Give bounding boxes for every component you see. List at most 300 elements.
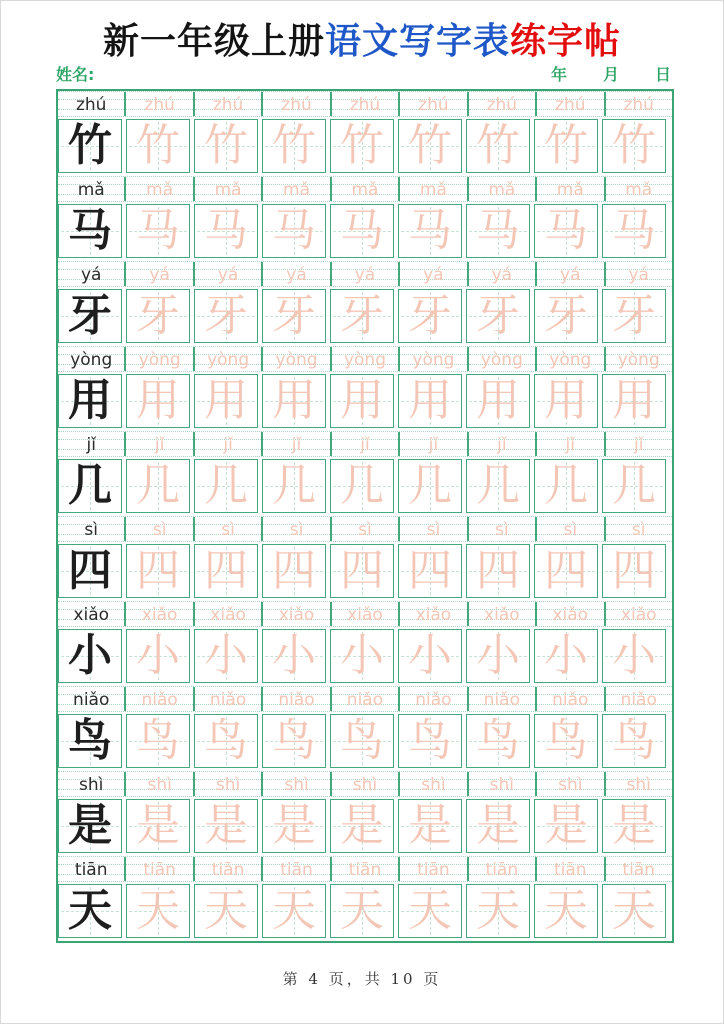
char-trace-cell — [534, 204, 598, 258]
char-row — [58, 119, 672, 173]
char-model-cell — [58, 544, 122, 598]
pinyin-trace-cell — [194, 857, 262, 881]
character-text: 是 — [136, 800, 180, 851]
character-text: 鸟 — [408, 715, 452, 766]
character-text: 小 — [408, 630, 452, 681]
character-text: 马 — [204, 205, 248, 256]
pinyin-text: xiǎo — [620, 604, 657, 625]
pinyin-text: jǐ — [497, 434, 507, 455]
char-trace-cell — [602, 289, 666, 343]
character-text: 几 — [136, 460, 180, 511]
character-text: 竹 — [340, 120, 384, 171]
char-trace-cell — [466, 884, 530, 938]
pinyin-trace-cell — [194, 347, 262, 371]
pinyin-text: zhú — [486, 94, 518, 115]
pinyin-text: yá — [354, 264, 376, 285]
char-trace-cell — [602, 204, 666, 258]
character-text: 鸟 — [204, 715, 248, 766]
pinyin-trace-cell — [399, 772, 467, 796]
pinyin-text: niǎo — [73, 689, 110, 710]
page-title — [1, 13, 723, 64]
char-trace-cell — [262, 374, 326, 428]
pinyin-trace-cell — [605, 92, 672, 116]
character-text: 是 — [476, 800, 520, 851]
char-trace-cell — [126, 204, 190, 258]
character-text: 牙 — [340, 290, 384, 341]
pinyin-row — [58, 261, 672, 287]
pinyin-trace-cell — [331, 517, 399, 541]
char-trace-cell — [194, 544, 258, 598]
char-model-cell — [58, 799, 122, 853]
pinyin-model-cell — [58, 687, 125, 711]
pinyin-trace-cell — [605, 347, 672, 371]
character-text: 用 — [544, 375, 588, 426]
pinyin-text: xiǎo — [141, 604, 178, 625]
pinyin-text: yá — [423, 264, 444, 285]
pinyin-trace-cell — [468, 262, 536, 286]
pinyin-text: shì — [79, 774, 104, 795]
char-model-cell — [58, 374, 122, 428]
char-model-cell — [58, 204, 122, 258]
char-trace-cell — [602, 799, 666, 853]
pinyin-text: zhú — [349, 94, 381, 115]
char-trace-cell — [126, 884, 190, 938]
pinyin-text: sì — [495, 519, 509, 540]
pinyin-text: mǎ — [77, 179, 105, 200]
pinyin-text: yòng — [412, 349, 455, 370]
page-number: 第 4 页，共 10 页 — [282, 970, 442, 988]
character-text: 是 — [340, 800, 384, 851]
pinyin-trace-cell — [125, 262, 193, 286]
char-trace-cell — [330, 799, 394, 853]
pinyin-row — [58, 771, 672, 797]
pinyin-text: zhú — [555, 94, 586, 115]
character-text: 四 — [136, 545, 180, 596]
pinyin-row — [58, 856, 672, 882]
character-text: 牙 — [272, 290, 316, 341]
title-copybook-segment: 练字帖 — [510, 20, 622, 62]
character-text: 马 — [136, 205, 180, 256]
pinyin-text: zhú — [75, 94, 107, 115]
char-trace-cell — [194, 799, 258, 853]
char-trace-cell — [466, 544, 530, 598]
pinyin-text: zhú — [212, 94, 244, 115]
pinyin-text: niǎo — [209, 689, 247, 710]
character-text: 四 — [476, 545, 520, 596]
char-trace-cell — [466, 119, 530, 173]
character-text: 牙 — [612, 290, 656, 341]
pinyin-model-cell — [58, 602, 125, 626]
character-text: 小 — [476, 630, 520, 681]
pinyin-trace-cell — [536, 857, 604, 881]
char-row — [58, 204, 672, 258]
character-text: 牙 — [476, 290, 520, 341]
pinyin-text: mǎ — [419, 179, 447, 200]
char-model-cell — [58, 459, 122, 513]
character-text: 小 — [136, 630, 180, 681]
pinyin-text: jǐ — [565, 434, 575, 455]
pinyin-trace-cell — [262, 347, 330, 371]
character-text: 小 — [272, 630, 316, 681]
pinyin-text: tiān — [143, 859, 176, 880]
pinyin-text: yòng — [480, 349, 523, 370]
pinyin-text: yòng — [617, 349, 660, 370]
char-trace-cell — [194, 374, 258, 428]
name-date-header — [56, 62, 671, 85]
character-text: 是 — [544, 800, 588, 851]
character-text: 四 — [340, 545, 384, 596]
pinyin-text: jǐ — [223, 434, 233, 455]
pinyin-text: yòng — [70, 349, 113, 370]
character-text: 竹 — [612, 120, 656, 171]
pinyin-text: zhú — [144, 94, 175, 115]
char-trace-cell — [262, 884, 326, 938]
pinyin-trace-cell — [194, 177, 262, 201]
pinyin-trace-cell — [605, 177, 672, 201]
character-text: 竹 — [272, 120, 316, 171]
character-text: 用 — [204, 375, 248, 426]
pinyin-text: sì — [358, 519, 372, 540]
pinyin-trace-cell — [125, 177, 193, 201]
char-trace-cell — [262, 799, 326, 853]
pinyin-trace-cell — [536, 602, 604, 626]
char-row — [58, 629, 672, 683]
char-trace-cell — [330, 289, 394, 343]
pinyin-text: shì — [352, 774, 378, 795]
char-trace-cell — [330, 119, 394, 173]
char-trace-cell — [602, 884, 666, 938]
char-trace-cell — [330, 204, 394, 258]
pinyin-trace-cell — [536, 687, 604, 711]
char-trace-cell — [534, 884, 598, 938]
pinyin-text: xiǎo — [210, 604, 246, 625]
pinyin-row — [58, 346, 672, 372]
pinyin-model-cell — [58, 92, 125, 116]
char-trace-cell — [602, 714, 666, 768]
character-text: 鸟 — [612, 715, 656, 766]
pinyin-trace-cell — [125, 517, 193, 541]
pinyin-trace-cell — [536, 432, 604, 456]
character-text: 天 — [612, 885, 656, 936]
character-text: 是 — [272, 800, 316, 851]
character-text: 用 — [408, 375, 452, 426]
pinyin-trace-cell — [399, 177, 467, 201]
char-trace-cell — [398, 119, 462, 173]
pinyin-model-cell — [58, 177, 125, 201]
pinyin-row — [58, 601, 672, 627]
pinyin-text: niǎo — [415, 689, 452, 710]
pinyin-text: xiǎo — [347, 604, 383, 625]
char-trace-cell — [330, 884, 394, 938]
pinyin-text: mǎ — [351, 179, 379, 200]
pinyin-text: sì — [563, 519, 578, 540]
pinyin-trace-cell — [468, 857, 536, 881]
pinyin-text: shì — [558, 774, 583, 795]
pinyin-text: xiǎo — [73, 604, 110, 625]
char-trace-cell — [398, 799, 462, 853]
char-row — [58, 799, 672, 853]
pinyin-text: yá — [217, 264, 239, 285]
character-text: 四 — [408, 545, 452, 596]
char-trace-cell — [398, 544, 462, 598]
pinyin-trace-cell — [262, 857, 330, 881]
pinyin-row — [58, 431, 672, 457]
pinyin-text: mǎ — [283, 179, 311, 200]
pinyin-row — [58, 91, 672, 117]
pinyin-text: tiān — [417, 859, 450, 880]
char-trace-cell — [330, 459, 394, 513]
char-row — [58, 544, 672, 598]
char-trace-cell — [126, 629, 190, 683]
character-text: 几 — [612, 460, 656, 511]
char-trace-cell — [262, 119, 326, 173]
pinyin-text: yòng — [549, 349, 592, 370]
title-grade-segment: 新一年级上册 — [102, 20, 325, 62]
character-text: 几 — [68, 460, 112, 511]
character-text: 鸟 — [544, 715, 588, 766]
character-text: 竹 — [68, 120, 112, 171]
pinyin-text: tiān — [622, 859, 656, 880]
char-trace-cell — [126, 289, 190, 343]
char-trace-cell — [602, 119, 666, 173]
character-text: 天 — [136, 885, 180, 936]
character-text: 鸟 — [340, 715, 384, 766]
char-trace-cell — [262, 204, 326, 258]
pinyin-text: niǎo — [620, 689, 657, 710]
char-row — [58, 884, 672, 938]
char-trace-cell — [398, 459, 462, 513]
char-trace-cell — [262, 459, 326, 513]
pinyin-row — [58, 516, 672, 542]
pinyin-trace-cell — [262, 92, 330, 116]
char-trace-cell — [194, 714, 258, 768]
character-text: 小 — [68, 630, 112, 681]
pinyin-text: tiān — [280, 859, 313, 880]
char-trace-cell — [398, 289, 462, 343]
pinyin-row — [58, 176, 672, 202]
character-text: 马 — [340, 205, 384, 256]
char-trace-cell — [194, 884, 258, 938]
char-trace-cell — [466, 204, 530, 258]
pinyin-trace-cell — [125, 92, 193, 116]
char-trace-cell — [262, 629, 326, 683]
page-footer — [1, 968, 723, 989]
pinyin-text: sì — [152, 519, 167, 540]
year-label: 年 — [550, 65, 567, 84]
day-label: 日 — [654, 65, 671, 84]
character-text: 四 — [612, 545, 656, 596]
character-text: 四 — [204, 545, 248, 596]
pinyin-trace-cell — [262, 517, 330, 541]
character-text: 几 — [476, 460, 520, 511]
pinyin-trace-cell — [399, 432, 467, 456]
char-trace-cell — [262, 714, 326, 768]
character-text: 小 — [340, 630, 384, 681]
pinyin-text: yá — [149, 264, 170, 285]
pinyin-text: jǐ — [360, 434, 370, 455]
character-text: 马 — [476, 205, 520, 256]
pinyin-row — [58, 686, 672, 712]
char-trace-cell — [126, 119, 190, 173]
char-trace-cell — [602, 374, 666, 428]
char-trace-cell — [534, 629, 598, 683]
pinyin-text: niǎo — [552, 689, 589, 710]
character-text: 天 — [476, 885, 520, 936]
date-labels — [551, 62, 671, 85]
pinyin-text: xiǎo — [415, 604, 452, 625]
pinyin-text: yá — [491, 264, 513, 285]
character-text: 用 — [340, 375, 384, 426]
name-label: 姓名: — [56, 65, 95, 84]
pinyin-trace-cell — [468, 517, 536, 541]
pinyin-trace-cell — [262, 177, 330, 201]
pinyin-model-cell — [58, 432, 125, 456]
pinyin-trace-cell — [194, 432, 262, 456]
pinyin-trace-cell — [536, 347, 604, 371]
pinyin-trace-cell — [605, 772, 672, 796]
character-text: 四 — [272, 545, 316, 596]
character-text: 天 — [272, 885, 316, 936]
char-model-cell — [58, 289, 122, 343]
pinyin-trace-cell — [468, 347, 536, 371]
pinyin-trace-cell — [331, 177, 399, 201]
pinyin-text: tiān — [348, 859, 382, 880]
char-model-cell — [58, 714, 122, 768]
pinyin-trace-cell — [605, 602, 672, 626]
character-text: 鸟 — [476, 715, 520, 766]
char-trace-cell — [262, 289, 326, 343]
char-trace-cell — [194, 289, 258, 343]
char-trace-cell — [466, 459, 530, 513]
pinyin-trace-cell — [605, 432, 672, 456]
char-trace-cell — [194, 119, 258, 173]
char-model-cell — [58, 119, 122, 173]
pinyin-trace-cell — [468, 602, 536, 626]
pinyin-trace-cell — [194, 602, 262, 626]
pinyin-text: tiān — [485, 859, 519, 880]
title-subject-segment: 语文写字表 — [324, 20, 510, 62]
character-text: 小 — [204, 630, 248, 681]
char-trace-cell — [398, 204, 462, 258]
char-trace-cell — [466, 289, 530, 343]
pinyin-text: shì — [626, 774, 651, 795]
character-text: 四 — [544, 545, 588, 596]
pinyin-trace-cell — [399, 517, 467, 541]
char-trace-cell — [602, 459, 666, 513]
character-text: 牙 — [204, 290, 248, 341]
char-trace-cell — [534, 119, 598, 173]
character-text: 牙 — [136, 290, 180, 341]
pinyin-text: mǎ — [214, 179, 242, 200]
month-label: 月 — [602, 65, 619, 84]
pinyin-trace-cell — [331, 772, 399, 796]
pinyin-text: tiān — [553, 859, 587, 880]
character-text: 天 — [68, 885, 112, 936]
pinyin-trace-cell — [194, 517, 262, 541]
character-text: 牙 — [544, 290, 588, 341]
pinyin-text: xiǎo — [484, 604, 520, 625]
pinyin-text: sì — [289, 519, 304, 540]
pinyin-trace-cell — [536, 772, 604, 796]
pinyin-text: zhú — [418, 94, 449, 115]
pinyin-trace-cell — [194, 262, 262, 286]
character-text: 是 — [612, 800, 656, 851]
pinyin-text: shì — [147, 774, 172, 795]
char-trace-cell — [398, 714, 462, 768]
character-text: 几 — [544, 460, 588, 511]
pinyin-text: tiān — [74, 859, 108, 880]
pinyin-text: sì — [426, 519, 441, 540]
character-text: 小 — [612, 630, 656, 681]
pinyin-text: yòng — [343, 349, 386, 370]
pinyin-trace-cell — [605, 517, 672, 541]
character-text: 天 — [204, 885, 248, 936]
pinyin-text: jǐ — [633, 434, 644, 455]
char-trace-cell — [126, 544, 190, 598]
pinyin-model-cell — [58, 857, 125, 881]
character-text: 天 — [544, 885, 588, 936]
character-text: 用 — [272, 375, 316, 426]
pinyin-trace-cell — [125, 857, 193, 881]
pinyin-model-cell — [58, 262, 125, 286]
char-trace-cell — [262, 544, 326, 598]
char-trace-cell — [194, 459, 258, 513]
character-text: 马 — [408, 205, 452, 256]
pinyin-trace-cell — [331, 857, 399, 881]
pinyin-text: jǐ — [291, 434, 302, 455]
character-text: 竹 — [408, 120, 452, 171]
character-text: 几 — [204, 460, 248, 511]
pinyin-trace-cell — [194, 772, 262, 796]
char-trace-cell — [602, 544, 666, 598]
pinyin-trace-cell — [399, 92, 467, 116]
char-trace-cell — [466, 799, 530, 853]
char-trace-cell — [194, 629, 258, 683]
char-trace-cell — [330, 544, 394, 598]
char-trace-cell — [330, 629, 394, 683]
pinyin-text: yá — [560, 264, 581, 285]
char-trace-cell — [534, 459, 598, 513]
pinyin-text: shì — [421, 774, 446, 795]
char-model-cell — [58, 629, 122, 683]
character-text: 用 — [136, 375, 180, 426]
pinyin-trace-cell — [536, 262, 604, 286]
pinyin-trace-cell — [125, 687, 193, 711]
pinyin-model-cell — [58, 347, 125, 371]
pinyin-trace-cell — [399, 857, 467, 881]
character-text: 是 — [408, 800, 452, 851]
pinyin-trace-cell — [468, 687, 536, 711]
character-text: 马 — [544, 205, 588, 256]
pinyin-text: shì — [215, 774, 241, 795]
pinyin-text: jǐ — [428, 434, 439, 455]
char-trace-cell — [330, 374, 394, 428]
char-trace-cell — [466, 374, 530, 428]
pinyin-text: yá — [80, 264, 102, 285]
pinyin-trace-cell — [468, 177, 536, 201]
pinyin-trace-cell — [331, 347, 399, 371]
character-text: 用 — [612, 375, 656, 426]
character-text: 鸟 — [136, 715, 180, 766]
char-trace-cell — [534, 289, 598, 343]
pinyin-text: sì — [84, 519, 99, 540]
pinyin-text: jǐ — [154, 434, 165, 455]
pinyin-text: zhú — [623, 94, 654, 115]
pinyin-text: tiān — [211, 859, 245, 880]
char-trace-cell — [534, 799, 598, 853]
pinyin-text: jǐ — [86, 434, 96, 455]
character-text: 马 — [612, 205, 656, 256]
